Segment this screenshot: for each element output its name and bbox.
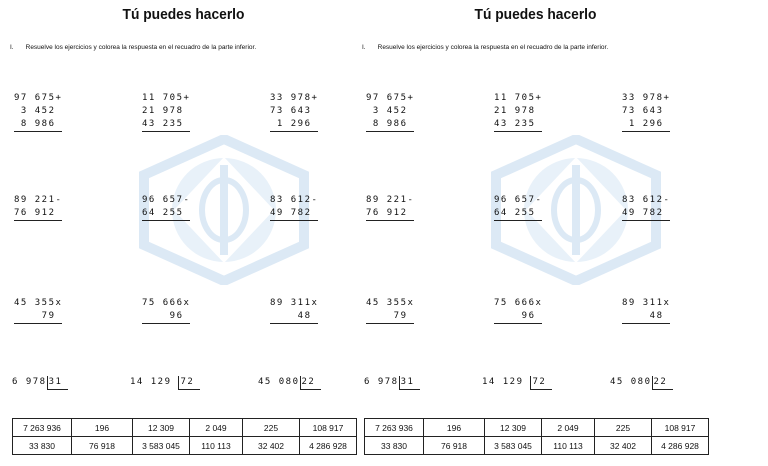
worksheet-left xyxy=(6,0,361,466)
answer-cell[interactable]: 108 917 xyxy=(652,419,709,437)
answer-cell[interactable]: 7 263 936 xyxy=(13,419,72,437)
answer-cell[interactable]: 76 918 xyxy=(424,437,485,455)
page-title: Tú puedes hacerlo xyxy=(122,6,245,23)
multiplication-exercise: 75 666x 96 xyxy=(494,271,542,350)
answer-cell[interactable]: 225 xyxy=(243,419,300,437)
division-exercise: 14 129 72 xyxy=(130,376,200,390)
subtraction-exercise: 89 221- 76 912 xyxy=(366,168,414,247)
multiplication-exercise: 45 355x 79 xyxy=(14,271,62,350)
answer-cell[interactable]: 33 830 xyxy=(13,437,72,455)
division-exercise: 6 978 31 xyxy=(12,376,68,390)
answer-cell[interactable]: 225 xyxy=(595,419,652,437)
answer-cell[interactable]: 12 309 xyxy=(133,419,190,437)
instruction: I. Resuelve los ejercicios y colorea la respuesta en el recuadro de la parte inferior. xyxy=(362,44,609,51)
addition-exercise: 97 675+ 3 452 8 986 xyxy=(366,66,414,158)
answer-cell[interactable]: 32 402 xyxy=(595,437,652,455)
answer-cell[interactable]: 4 286 928 xyxy=(300,437,357,455)
worksheet-right xyxy=(358,0,713,466)
division-exercise: 6 978 31 xyxy=(364,376,420,390)
addition-exercise: 11 705+ 21 978 43 235 xyxy=(494,66,542,158)
division-exercise: 14 129 72 xyxy=(482,376,552,390)
answer-cell[interactable]: 76 918 xyxy=(72,437,133,455)
addition-exercise: 97 675+ 3 452 8 986 xyxy=(14,66,62,158)
answer-cell[interactable]: 110 113 xyxy=(190,437,243,455)
subtraction-exercise: 83 612- 49 782 xyxy=(270,168,318,247)
page-title: Tú puedes hacerlo xyxy=(474,6,597,23)
answer-cell[interactable]: 3 583 045 xyxy=(133,437,190,455)
answer-cell[interactable]: 110 113 xyxy=(542,437,595,455)
answer-cell[interactable]: 3 583 045 xyxy=(485,437,542,455)
answer-cell[interactable]: 7 263 936 xyxy=(365,419,424,437)
subtraction-exercise: 83 612- 49 782 xyxy=(622,168,670,247)
answer-cell[interactable]: 2 049 xyxy=(542,419,595,437)
multiplication-exercise: 89 311x 48 xyxy=(622,271,670,350)
instruction: I. Resuelve los ejercicios y colorea la respuesta en el recuadro de la parte inferior. xyxy=(10,44,257,51)
answer-table xyxy=(12,418,357,455)
division-exercise: 45 080 22 xyxy=(258,376,321,390)
answer-cell[interactable]: 12 309 xyxy=(485,419,542,437)
answer-cell[interactable]: 4 286 928 xyxy=(652,437,709,455)
division-exercise: 45 080 22 xyxy=(610,376,673,390)
addition-exercise: 33 978+ 73 643 1 296 xyxy=(622,66,670,158)
multiplication-exercise: 89 311x 48 xyxy=(270,271,318,350)
answer-table xyxy=(364,418,709,455)
answer-cell[interactable]: 196 xyxy=(424,419,485,437)
subtraction-exercise: 96 657- 64 255 xyxy=(494,168,542,247)
subtraction-exercise: 89 221- 76 912 xyxy=(14,168,62,247)
answer-cell[interactable]: 108 917 xyxy=(300,419,357,437)
subtraction-exercise: 96 657- 64 255 xyxy=(142,168,190,247)
addition-exercise: 11 705+ 21 978 43 235 xyxy=(142,66,190,158)
multiplication-exercise: 75 666x 96 xyxy=(142,271,190,350)
addition-exercise: 33 978+ 73 643 1 296 xyxy=(270,66,318,158)
answer-cell[interactable]: 2 049 xyxy=(190,419,243,437)
answer-cell[interactable]: 196 xyxy=(72,419,133,437)
answer-cell[interactable]: 32 402 xyxy=(243,437,300,455)
answer-cell[interactable]: 33 830 xyxy=(365,437,424,455)
multiplication-exercise: 45 355x 79 xyxy=(366,271,414,350)
